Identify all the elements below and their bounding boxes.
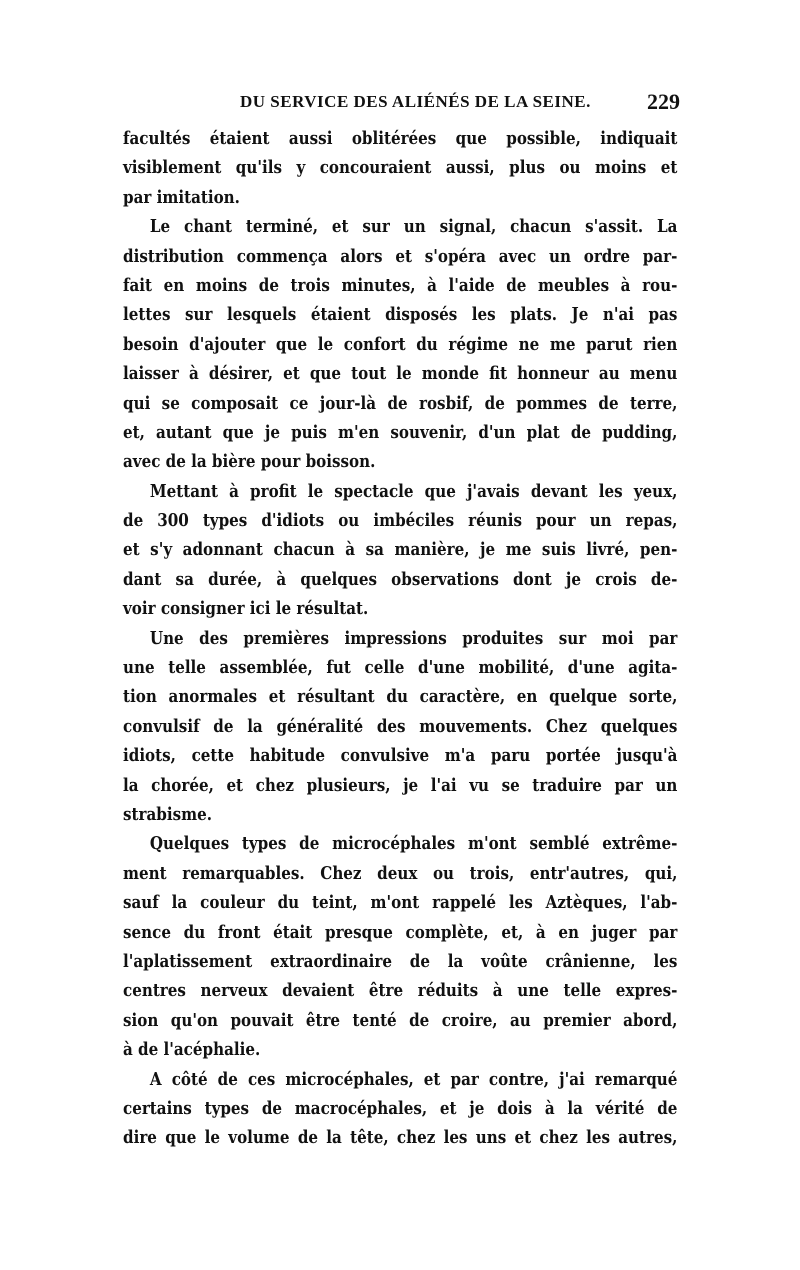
text-line: lettes sur lesquels étaient disposés les plats. Je n'ai pas: [123, 304, 678, 326]
running-title: DU SERVICE DES ALIÉNÉS DE LA SEINE.: [240, 92, 591, 111]
text-line: convulsif de la généralité des mouvements. Chez quelques: [123, 715, 678, 737]
text-line: sion qu'on pouvait être tenté de croire, au premier abord,: [123, 1009, 678, 1031]
text-line: ment remarquables. Chez deux ou trois, entr'autres, qui,: [123, 862, 678, 884]
text-line: et s'y adonnant chacun à sa manière, je me suis livré, pen-: [123, 539, 678, 561]
text-line: tion anormales et résultant du caractère, en quelque sorte,: [123, 686, 678, 708]
text-line: avec de la bière pour boisson.: [123, 451, 376, 473]
text-line: besoin d'ajouter que le confort du régime ne me parut rien: [123, 333, 678, 355]
body-text: [123, 124, 678, 1153]
text-line: certains types de macrocéphales, et je dois à la vérité de: [123, 1097, 678, 1119]
text-line: dant sa durée, à quelques observations dont je crois de-: [123, 568, 678, 590]
paragraph-start-line: Une des premières impressions produites sur moi par: [149, 627, 678, 649]
text-line: l'aplatissement extraordinaire de la voûte crânienne, les: [123, 950, 678, 972]
text-line: facultés étaient aussi oblitérées que possible, indiquait: [123, 128, 678, 149]
text-line: une telle assemblée, fut celle d'une mobilité, d'une agita-: [123, 657, 678, 679]
paragraph-start-line: Mettant à profit le spectacle que j'avais devant les yeux,: [149, 480, 678, 502]
text-line: à de l'acéphalie.: [123, 1039, 261, 1061]
paragraph-start-line: Le chant terminé, et sur un signal, chacun s'assit. La: [149, 216, 678, 238]
text-line: strabisme.: [123, 803, 212, 825]
paragraph-start-line: A côté de ces microcéphales, et par contre, j'ai remarqué: [149, 1068, 678, 1090]
text-line: dire que le volume de la tête, chez les uns et chez les autres,: [123, 1127, 678, 1149]
page-number: 229: [647, 89, 680, 114]
text-line: sauf la couleur du teint, m'ont rappelé les Aztèques, l'ab-: [123, 892, 678, 914]
text-line: laisser à désirer, et que tout le monde fit honneur au menu: [123, 363, 678, 385]
text-line: qui se composait ce jour-là de rosbif, de pommes de terre,: [123, 392, 678, 414]
text-line: par imitation.: [123, 186, 240, 208]
text-line: fait en moins de trois minutes, à l'aide de meubles à rou-: [123, 274, 678, 296]
text-line: centres nerveux devaient être réduits à une telle expres-: [123, 980, 678, 1002]
text-line: et, autant que je puis m'en souvenir, d'un plat de pudding,: [123, 421, 678, 443]
text-line: la chorée, et chez plusieurs, je l'ai vu se traduire par un: [123, 774, 678, 796]
text-line: de 300 types d'idiots ou imbéciles réunis pour un repas,: [123, 510, 678, 532]
text-line: visiblement qu'ils y concouraient aussi, plus ou moins et: [123, 157, 678, 179]
text-line: idiots, cette habitude convulsive m'a paru portée jusqu'à: [123, 745, 678, 767]
text-line: voir consigner ici le résultat.: [123, 598, 369, 620]
paragraph-start-line: Quelques types de microcéphales m'ont semblé extrême-: [149, 833, 678, 855]
running-head: [120, 89, 680, 118]
text-line: sence du front était presque complète, et, à en juger par: [123, 921, 678, 943]
text-line: distribution commença alors et s'opéra avec un ordre par-: [123, 245, 678, 267]
